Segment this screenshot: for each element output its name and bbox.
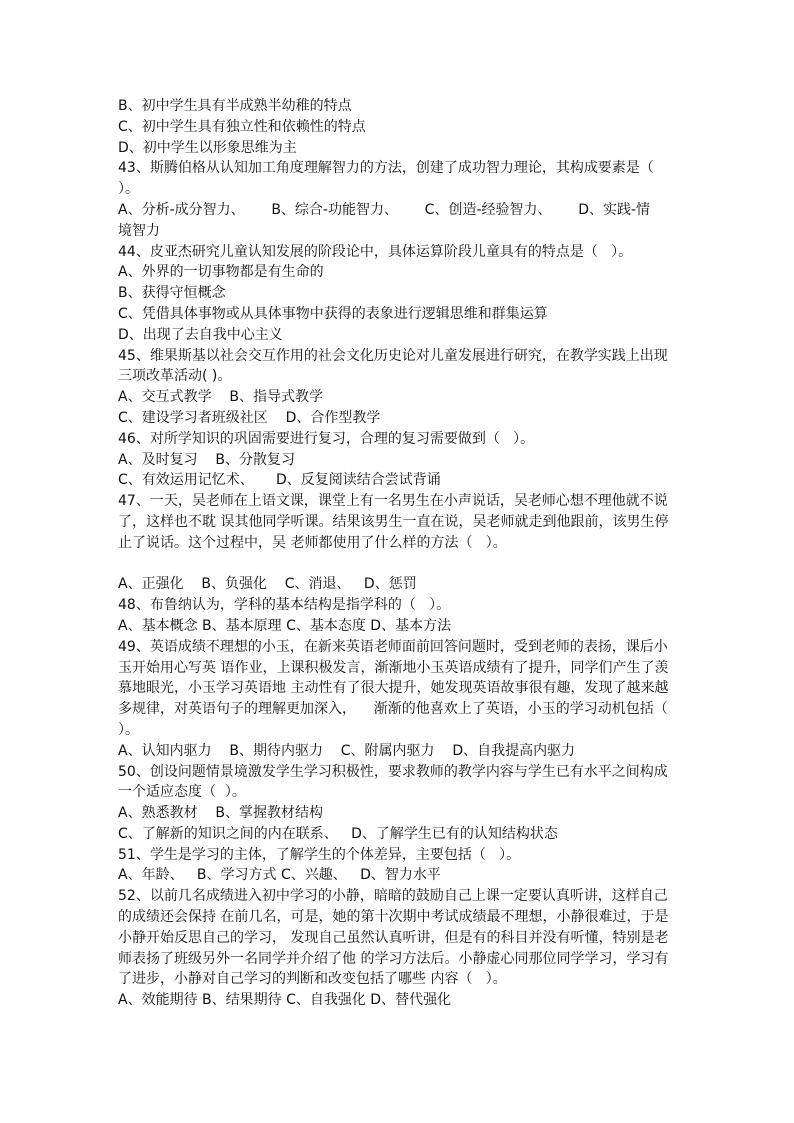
- text-line: C、凭借具体事物或从具体事物中获得的表象进行逻辑思维和群集运算: [118, 305, 548, 322]
- text-line: 小静开始反思自己的学习， 发现自己虽然认真听讲，但是有的科目并没有听懂，特别是老: [118, 929, 669, 946]
- text-line: B、获得守恒概念: [118, 285, 226, 302]
- text-line: 45、维果斯基以社会交互作用的社会文化历史论对儿童发展进行研究，在教学实践上出现: [118, 347, 668, 364]
- text-line: B、初中学生具有半成熟半幼稚的特点: [118, 98, 352, 114]
- text-line: ）。: [118, 721, 139, 738]
- text-line: 了进步，小静对自己学习的判断和改变包括了哪些 内容（ ）。: [118, 971, 507, 988]
- text-line: C、初中学生具有独立性和依赖性的特点: [118, 118, 366, 135]
- text-line: A、效能期待 B、结果期待 C、自我强化 D、替代强化: [118, 992, 452, 1009]
- text-line: 了，这样也不耽 误其他同学听课。结果该男生一直在说，吴老师就走到他跟前，该男生停: [118, 513, 669, 530]
- text-line: D、出现了去自我中心主义: [118, 326, 283, 343]
- text-line: 一个适应态度（ ）。: [118, 784, 246, 801]
- text-line: 玉开始用心写英 语作业，上课积极发言，渐渐地小玉英语成绩有了提升，同学们产生了羡: [118, 659, 669, 676]
- text-line: 46、对所学知识的巩固需要进行复习，合理的复习需要做到（ ）。: [118, 430, 535, 447]
- document-body: [118, 96, 698, 1011]
- text-line: 止了说话。这个过程中，吴 老师都使用了什么样的方法（ ）。: [118, 534, 507, 551]
- text-line: A、外界的一切事物都是有生命的: [118, 264, 324, 281]
- text-line: A、熟悉教材 B、掌握教材结构: [118, 805, 323, 822]
- text-line: C、了解新的知识之间的内在联系、 D、了解学生已有的认知结构状态: [118, 825, 558, 842]
- text-line: 47、一天，吴老师在上语文课，课堂上有一名男生在小声说话，吴老师心想不理他就不说: [118, 493, 668, 510]
- text-line: 慕地眼光，小玉学习英语地 主动性有了很大提升，她发现英语故事很有趣，发现了越来越: [118, 680, 669, 697]
- text-line: D、初中学生以形象思维为主: [118, 139, 297, 156]
- text-line: 师表扬了班级另外一名同学并介绍了他 的学习方法后。小静虚心同那位同学学习，学习有: [118, 950, 669, 967]
- text-line: A、年龄、 B、学习方式 C、兴趣、 D、智力水平: [118, 867, 441, 884]
- text-line: A、分析-成分智力、 B、综合-功能智力、 C、创造-经验智力、 D、实践-情: [118, 201, 651, 218]
- text-line: 多规律，对英语句子的理解更加深入， 渐渐的他喜欢上了英语，小玉的学习动机包括（: [118, 701, 668, 718]
- text-line: 52、以前几名成绩进入初中学习的小静，暗暗的鼓励自己上课一定要认真听讲，这样自己: [118, 888, 668, 905]
- text-line: A、及时复习 B、分散复习: [118, 451, 295, 468]
- text-line: 44、皮亚杰研究儿童认知发展的阶段论中，具体运算阶段儿童具有的特点是（ ）。: [118, 243, 633, 260]
- text-line: ）。: [118, 181, 139, 198]
- text-line: A、交互式教学 B、指导式教学: [118, 389, 323, 406]
- text-line: A、认知内驱力 B、期待内驱力 C、附属内驱力 D、自我提高内驱力: [118, 742, 576, 759]
- text-line: 48、布鲁纳认为，学科的基本结构是指学科的（ ）。: [118, 597, 451, 614]
- text-line: 的成绩还会保持 在前几名，可是，她的第十次期中考试成绩最不理想，小静很难过，于是: [118, 909, 669, 926]
- text-line: 50、创设问题情景境激发学生学习积极性，要求教师的教学内容与学生已有水平之间构成: [118, 763, 668, 780]
- text-line: [118, 554, 698, 575]
- text-line: C、有效运用记忆术、 D、反复阅读结合尝试背诵: [118, 472, 441, 489]
- text-line: A、基本概念 B、基本原理 C、基本态度 D、基本方法: [118, 617, 452, 634]
- text-line: C、建设学习者班级社区 D、合作型教学: [118, 409, 381, 426]
- text-line: 49、英语成绩不理想的小玉，在新来英语老师面前回答问题时，受到老师的表扬，课后小: [118, 638, 668, 655]
- text-line: 43、斯腾伯格从认知加工角度理解智力的方法，创建了成功智力理论，其构成要素是（: [118, 160, 654, 177]
- text-line: 三项改革活动( )。: [118, 368, 232, 385]
- text-line: 境智力: [118, 222, 160, 239]
- text-line: 51、学生是学习的主体，了解学生的个体差异，主要包括（ ）。: [118, 846, 521, 863]
- text-line: A、正强化 B、负强化 C、消退、 D、惩罚: [118, 576, 417, 593]
